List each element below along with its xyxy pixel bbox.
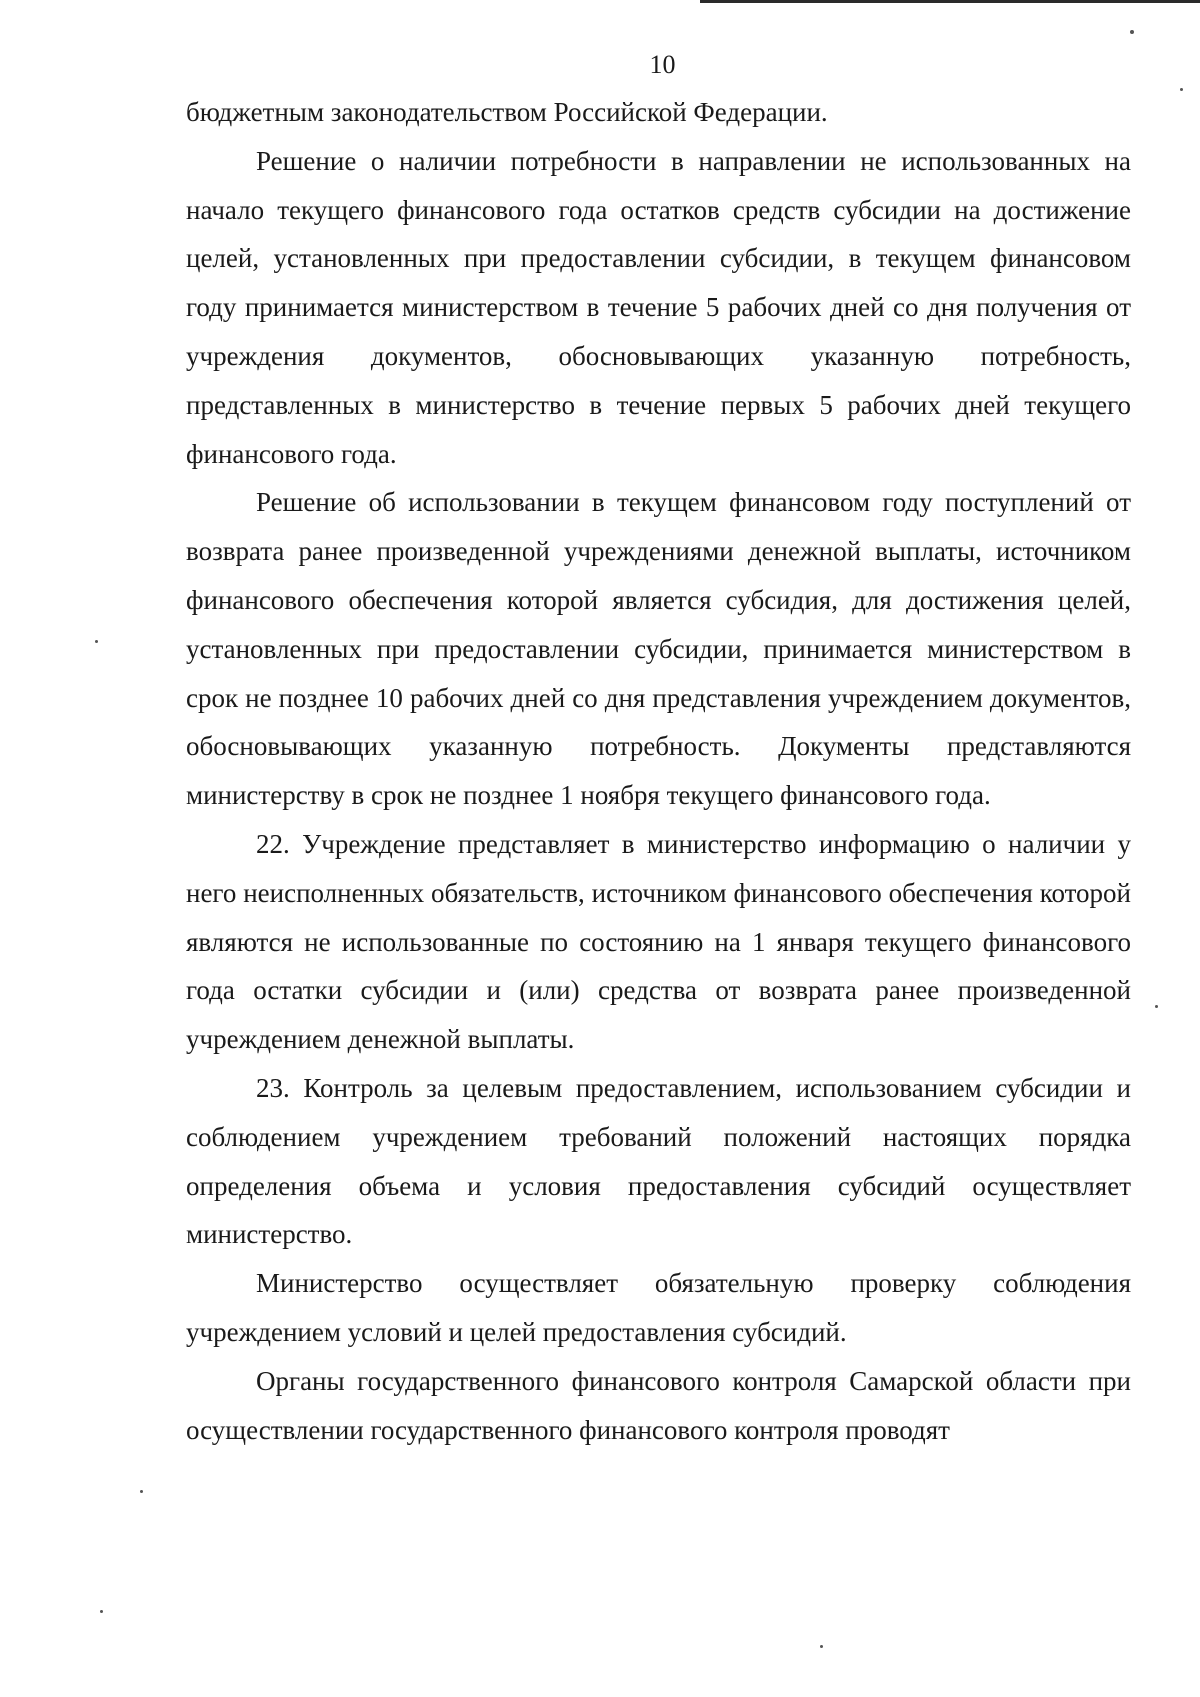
paragraph-continuation: бюджетным законодательством Российской Федерации. [186,97,828,127]
scan-speck [1180,88,1183,91]
scan-speck [100,1610,103,1613]
paragraph-ministry-inspection: Министерство осуществляет обязательную проверку соблюдения учреждением условий и целей предоставления субсидий. [186,1268,1131,1347]
paragraph-decision-unused-balances: Решение о наличии потребности в направлении не использованных на начало текущего финансового года остатков средств субсидии на достижение целей, установленных при предоставлении субсидии, в текущем финансовом году принимается министерством в течение 5 рабочих дней со дня получения от учреждения документов, обосновывающих указанную потребность, представленных в министерство в течение первых 5 рабочих дней текущего финансового года. [186,145,1131,469]
scan-speck [140,1490,143,1493]
paragraph-clause-22: 22. Учреждение представляет в министерство информацию о наличии у него неисполненных обязательств, источником финансового обеспечения которой являются не использованные по состоянию на 1 января текущего финансового года остатки субсидии и (или) средства от возврата ранее произведенной учреждением денежной выплаты. [186,828,1131,1055]
scan-speck [95,640,98,643]
page-number: 10 [649,50,676,79]
paragraph-decision-refund-usage: Решение об использовании в текущем финансовом году поступлений от возврата ранее произведенной учреждениями денежной выплаты, источником финансового обеспечения которой является субсидия, для достижения целей, установленных при предоставлении субсидии, принимается министерством в срок не позднее 10 рабочих дней со дня представления учреждением документов, обосновывающих указанную потребность. Документы представляются министерству в срок не позднее 1 ноября текущего финансового года. [186,487,1131,811]
paragraph-financial-control-bodies: Органы государственного финансового контроля Самарской области при осуществлении государственного финансового контроля проводят [186,1365,1131,1445]
scan-speck [1130,30,1134,34]
paragraph-clause-23: 23. Контроль за целевым предоставлением, использованием субсидии и соблюдением учреждением требований положений настоящих порядка определения объема и условия предоставления субсидий осуществляет министерство. [186,1072,1131,1250]
scan-speck [1155,1005,1158,1008]
scan-speck [820,1645,823,1648]
top-rule [700,0,1200,3]
body-text [186,88,1131,1454]
